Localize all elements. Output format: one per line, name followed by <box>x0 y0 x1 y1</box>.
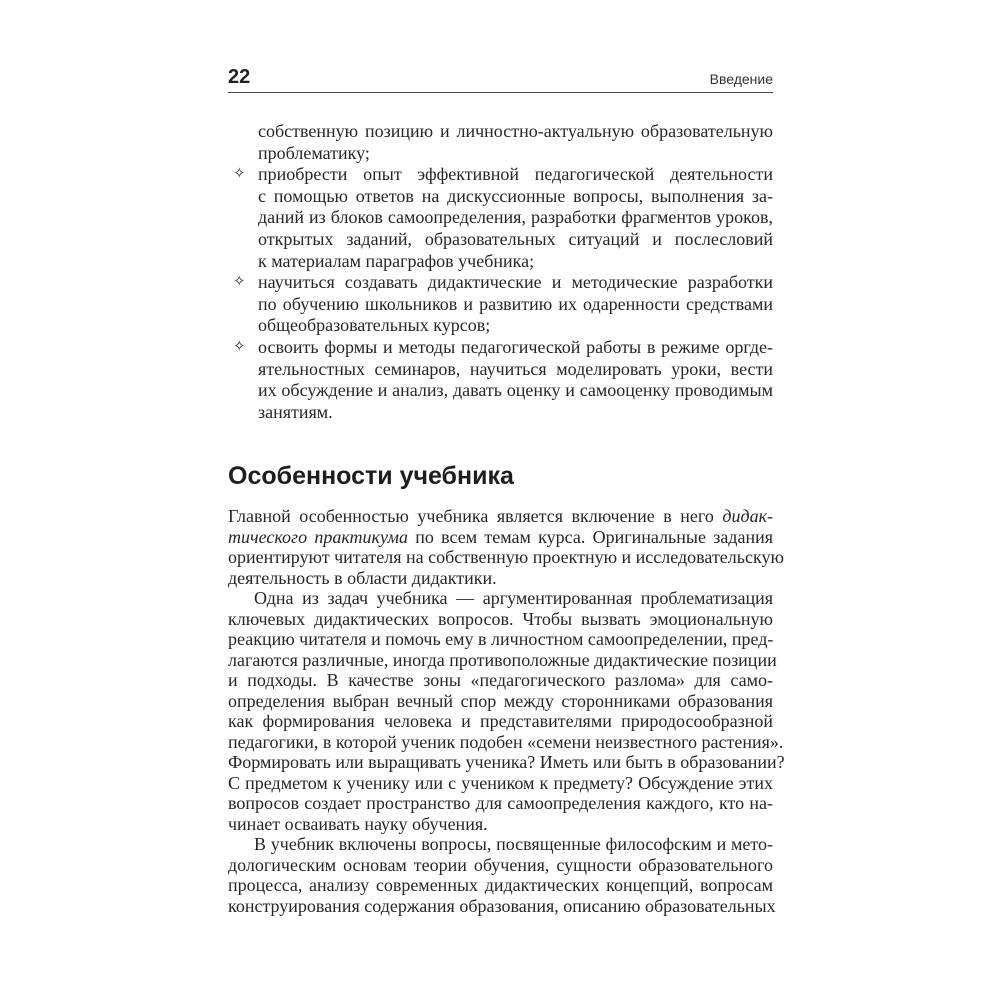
list-line-text: открытых заданий, образовательных ситуаций и послесловий <box>258 228 773 249</box>
list-line <box>228 143 773 165</box>
bullet-list <box>228 121 773 423</box>
body-line-text: реакцию читателя и помочь ему в личностном самоопределении, пред- <box>228 629 774 649</box>
list-line <box>228 402 773 424</box>
list-line <box>228 207 773 229</box>
body-line-text: деятельность в области дидактики. <box>228 567 497 588</box>
list-line-text: по обучению школьников и развитию их одаренности средствами <box>258 293 773 314</box>
body-line-text: Формировать или выращивать ученика? Иметь или быть в образовании? <box>228 752 785 772</box>
body-line <box>228 588 773 609</box>
body-line <box>228 731 784 753</box>
list-line-text: с помощью ответов на дискуссионные вопросы, выполнения за- <box>258 185 773 206</box>
body-line-text: С предметом к ученику или с учеником к предмету? Обсуждение этих <box>228 772 773 793</box>
list-line-text: их обсуждение и анализ, давать оценку и самооценку проводимым <box>258 380 773 401</box>
running-title: Введение <box>709 71 773 87</box>
body-line <box>228 649 777 671</box>
body-line-text: по всем темам курса. Оригинальные задания <box>407 526 773 547</box>
bullet-icon: ✧ <box>233 166 246 183</box>
body-line-text: В учебник включены вопросы, посвященные философским и мето- <box>254 834 773 854</box>
list-line <box>228 164 773 186</box>
body-line-text: вопросов создает пространство для самоопределения каждого, кто на- <box>228 793 773 813</box>
list-line-text: к материалам параграфов учебника; <box>258 250 535 271</box>
list-line-text: занятиям. <box>258 401 333 422</box>
body-line <box>228 752 785 773</box>
body-line <box>228 568 773 589</box>
bullet-icon: ✧ <box>233 274 246 291</box>
body-line-text: Одна из задач учебника — аргументированная проблематизация <box>254 588 773 608</box>
list-line-text: даний из блоков самоопределения, разработки фрагментов уроков, <box>258 207 773 228</box>
list-line <box>228 186 773 208</box>
list-line <box>228 380 773 402</box>
page-number: 22 <box>228 66 251 88</box>
body-line-text: лагаются различные, иногда противоположные дидактические позиции <box>228 649 777 670</box>
list-line <box>228 121 773 143</box>
list-line-text: собственную позицию и личностно-актуальную образовательную <box>258 121 773 141</box>
list-line-text: проблематику; <box>258 142 370 163</box>
body-line-text: определения выбран вечный спор между сторонниками образования <box>228 690 773 711</box>
body-line <box>228 773 773 794</box>
bullet-icon: ✧ <box>233 338 246 355</box>
body-line <box>228 547 784 568</box>
list-line <box>228 294 773 316</box>
body-line <box>228 895 776 917</box>
body-line <box>228 670 773 691</box>
list-line-text: общеобразовательных курсов; <box>258 315 491 336</box>
body-line-text: процесса, анализу современных дидактических концепций, вопросам <box>228 875 773 895</box>
italic-term: тического практикума <box>228 526 408 547</box>
body-line <box>228 609 773 630</box>
body-line-text: Главной особенностью учебника является включение в него <box>228 506 723 526</box>
list-line-text: научиться создавать дидактические и методические разработки <box>258 272 773 293</box>
italic-term: дидак- <box>722 506 773 526</box>
body-line-text: дологическим основам теории обучения, сущности образовательного <box>228 854 773 875</box>
list-line-text: ятельностных семинаров, научиться моделировать уроки, вести <box>258 358 773 379</box>
body-line <box>228 834 773 855</box>
body-line <box>228 629 773 650</box>
list-line <box>228 359 773 381</box>
body-text <box>228 506 785 916</box>
body-line-text: педагогики, в которой ученик подобен «семени неизвестного растения». <box>228 731 784 752</box>
body-line-text: чинает осваивать науку обучения. <box>228 813 488 834</box>
list-line <box>228 272 773 294</box>
body-line <box>228 527 773 548</box>
list-line <box>228 251 773 273</box>
body-line-text: ориентируют читателя на собственную проектную и исследовательскую <box>228 547 784 567</box>
body-line <box>228 691 773 712</box>
body-line <box>228 875 773 896</box>
list-line <box>228 229 773 251</box>
body-line <box>228 793 773 814</box>
list-line-text: освоить формы и методы педагогической работы в режиме оргде- <box>258 336 773 357</box>
body-line-text: конструирования содержания образования, описанию образовательных <box>228 895 776 916</box>
body-line <box>228 711 773 732</box>
list-line <box>228 337 773 359</box>
body-line <box>228 506 773 527</box>
body-line-text: и подходы. В качестве зоны «педагогического разлома» для само- <box>228 670 773 690</box>
list-line <box>228 315 773 337</box>
body-line-text: как формирования человека и представителями природосообразной <box>228 711 773 731</box>
body-line-text: ключевых дидактических вопросов. Чтобы вызвать эмоциональную <box>228 608 773 629</box>
list-line-text: приобрести опыт эффективной педагогической деятельности <box>258 164 773 185</box>
page-header <box>228 66 773 93</box>
body-line <box>228 855 773 876</box>
section-heading: Особенности учебника <box>228 462 514 490</box>
body-line <box>228 814 773 835</box>
